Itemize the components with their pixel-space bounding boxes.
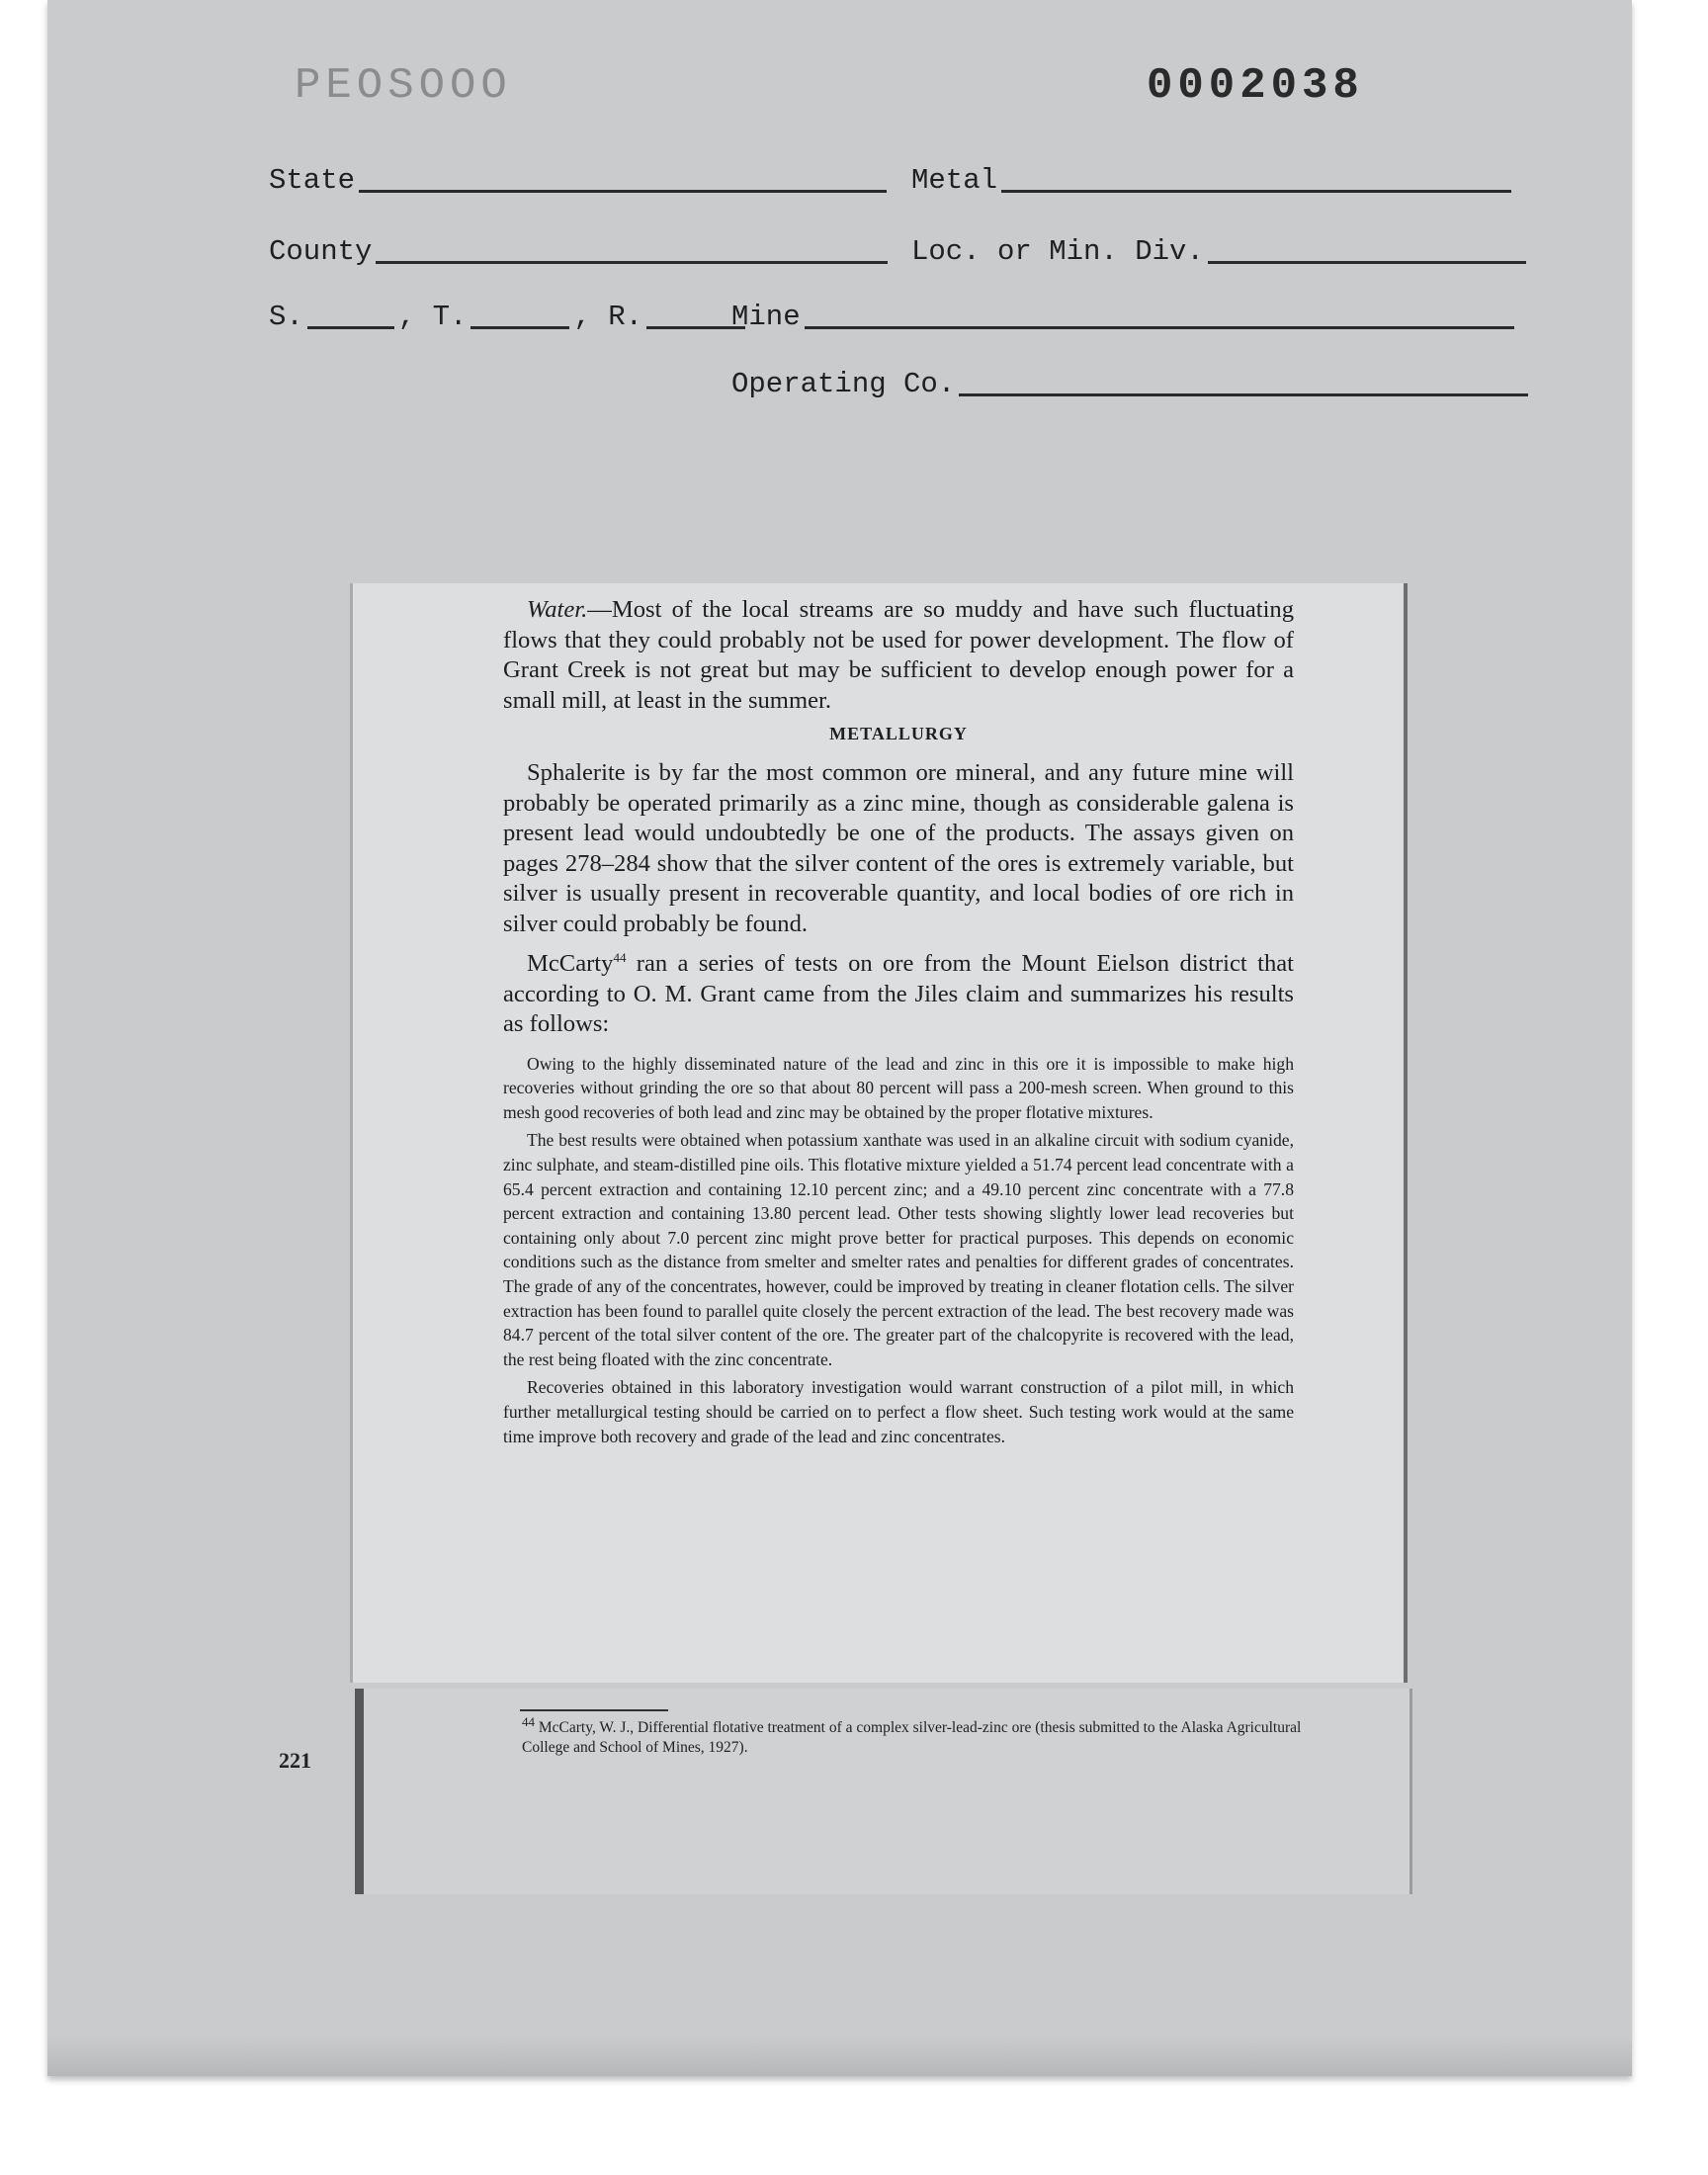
para2-text: ran a series of tests on ore from the Mount Eielson district that according to O. M. Grant came from the Jiles claim and summarizes his results as follows: (503, 950, 1294, 1038)
metal-field (911, 164, 1511, 197)
section-heading: METALLURGY (829, 724, 968, 743)
t-label: , T. (397, 301, 468, 333)
quote-paragraph-3: Recoveries obtained in this laboratory investigation would warrant construction of a pilot mill, in which further metallurgical testing should be carried on to perfect a flow sheet. Such testing work would at the same time improve both recovery and grade of the lead and zinc concentrates. (503, 1377, 1294, 1446)
footnote-ref: 44 (613, 950, 627, 965)
para2-author: McCarty (527, 950, 614, 978)
quote-paragraph-2: The best results were obtained when potassium xanthate was used in an alkaline circuit with sodium cyanide, zinc sulphate, and steam-distilled pine oils. This flotative mixture yielded a 51.74 percent lead concentrate with a 65.4 percent extraction and containing 12.10 percent zinc; and a 49.10 percent zinc concentrate with a 77.8 percent extraction and containing 13.80 percent lead. Other tests showing slightly lower lead recoveries but containing only about 7.0 percent zinc might prove better for practical purposes. This depends on economic conditions such as the distance from smelter and smelter rates and penalties for different grades of concentrates. The grade of any of the concentrates, however, could be improved by treating in cleaner flotation cells. The silver extraction has been found to parallel quite closely the percent extraction of the lead. The best recovery made was 84.7 percent of the total silver content of the ore. The greater part of the chalcopyrite is recovered with the lead, the rest being floated with the zinc concentrate. (503, 1130, 1294, 1369)
s-label: S. (269, 301, 303, 333)
mine-label: Mine (731, 301, 801, 333)
operating-field (731, 368, 1528, 400)
metal-label: Metal (911, 164, 998, 197)
clipping-body (503, 595, 1294, 1448)
metallurgy-paragraph-2 (503, 943, 1294, 1040)
water-paragraph (503, 595, 1294, 716)
text-clipping (350, 583, 1408, 1683)
t-line (470, 326, 569, 329)
state-field (269, 164, 887, 197)
metal-line (1001, 190, 1511, 193)
operating-label: Operating Co. (731, 368, 956, 400)
loc-line (1208, 261, 1526, 264)
water-lead: Water. (527, 596, 588, 623)
water-text: —Most of the local streams are so muddy and have such fluctuating flows that they could probably not be used for power development. The flow of Grant Creek is not great but may be sufficient to develop enough power for a small mill, at least in the summer. (503, 596, 1294, 714)
footnote-clipping (355, 1689, 1412, 1894)
mine-field (731, 301, 1514, 333)
page-number: 221 (279, 1748, 311, 1773)
footnote-number: 44 (522, 1714, 535, 1729)
mine-line (805, 326, 1514, 329)
state-label: State (269, 164, 356, 197)
quote-block (503, 1052, 1294, 1449)
footnote-text (522, 1712, 1313, 1758)
operating-line (959, 393, 1528, 396)
metallurgy-paragraph-1: Sphalerite is by far the most common ore mineral, and any future mine will probably be operated primarily as a zinc mine, though as considerable galena is present lead would undoubtedly be one of the products. The assays given on pages 278–284 show that the silver content of the ores is extremely variable, but silver is usually present in recoverable quantity, and local bodies of ore rich in silver could probably be found. (503, 759, 1294, 937)
loc-label: Loc. or Min. Div. (911, 235, 1204, 268)
state-line (359, 190, 887, 193)
document-number: 0002038 (1147, 61, 1364, 111)
stamp-left: PEOSOOO (295, 61, 512, 111)
county-label: County (269, 235, 373, 268)
loc-field (911, 235, 1526, 268)
footnote-body: McCarty, W. J., Differential flotative treatment of a complex silver-lead-zinc ore (thesis submitted to the Alaska Agricultural College and School of Mines, 1927). (522, 1719, 1302, 1757)
quote-paragraph-1: Owing to the highly disseminated nature of the lead and zinc in this ore it is impossible to make high recoveries without grinding the ore so that about 80 percent will pass a 200-mesh screen. When ground to this mesh good recoveries of both lead and zinc may be obtained by the proper flotative mixtures. (503, 1053, 1294, 1122)
county-line (376, 261, 888, 264)
s-line (307, 326, 394, 329)
r-label: , R. (573, 301, 643, 333)
county-field (269, 235, 888, 268)
footnote-rule (520, 1709, 668, 1711)
str-field (269, 301, 745, 333)
